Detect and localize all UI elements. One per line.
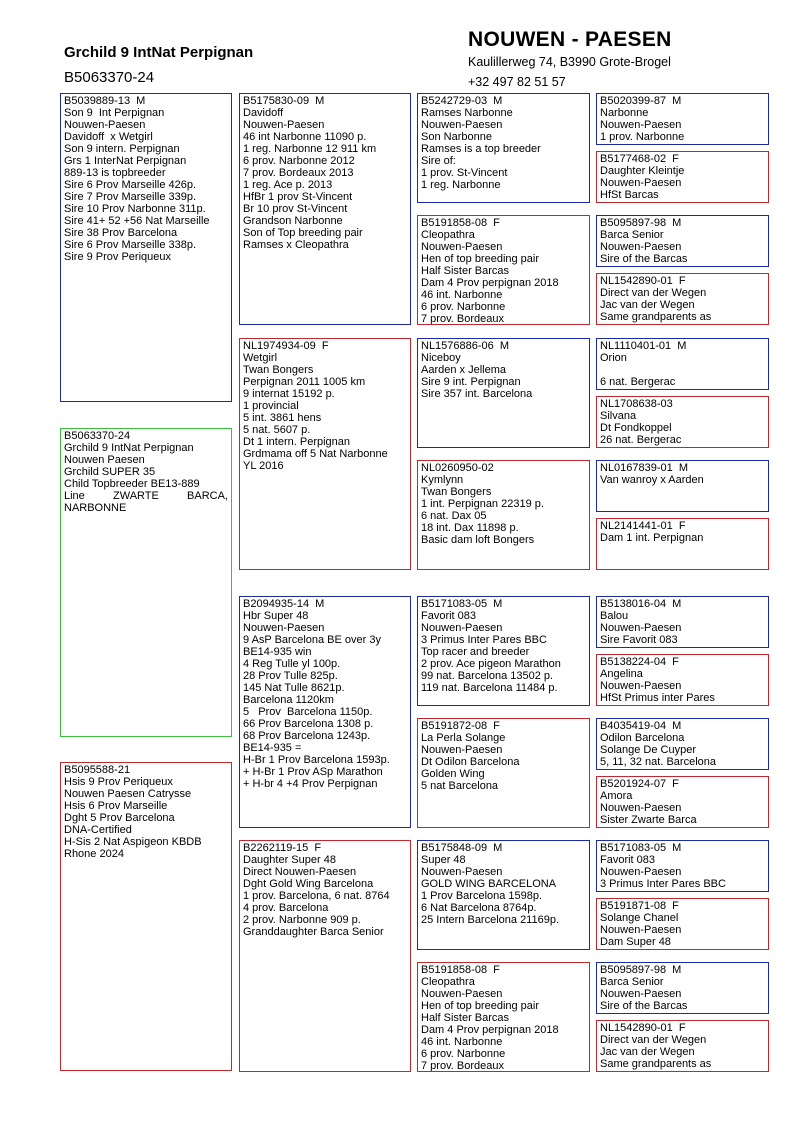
pedigree-line: 2 prov. Narbonne 909 p. (243, 914, 361, 926)
ggp-box-13 (596, 840, 769, 892)
pedigree-line: 119 nat. Barcelona 11484 p. (421, 682, 558, 694)
pedigree-line: 1 provincial (243, 400, 299, 412)
pedigree-line: 1 int. Perpignan 22319 p. (421, 498, 544, 510)
ring-number: B5095897-98 M (600, 217, 682, 229)
pedigree-line: Barca Senior (600, 976, 664, 988)
pedigree-line: Nouwen-Paesen (600, 177, 682, 189)
pedigree-line: DNA-Certified (64, 824, 132, 836)
pedigree-line: 25 Intern Barcelona 21169p. (421, 914, 560, 926)
sire-dam-box (239, 338, 411, 570)
ring-number: B5138224-04 F (600, 656, 679, 668)
pedigree-line: Favorit 083 (421, 610, 477, 622)
pedigree-line: Jac van der Wegen (600, 299, 695, 311)
pedigree-line: Sire 357 int. Barcelona (421, 388, 533, 400)
pedigree-line: 99 nat. Barcelona 13502 p. (421, 670, 554, 682)
pedigree-line: Nouwen-Paesen (600, 119, 682, 131)
pedigree-line: Super 48 (421, 854, 466, 866)
sire-dam-dam-box (417, 460, 590, 570)
ring-number: B4035419-04 M (600, 720, 682, 732)
ring-number: B5171083-05 M (421, 598, 503, 610)
pedigree-line: Davidoff (243, 107, 284, 119)
ring-number: B5191858-08 F (421, 964, 500, 976)
pedigree-line: Grandson Narbonne (243, 215, 343, 227)
pedigree-line: Solange De Cuyper (600, 744, 697, 756)
pedigree-line: HfBr 1 prov St-Vincent (243, 191, 353, 203)
pedigree-title: Grchild 9 IntNat Perpignan (64, 44, 254, 61)
dam-sire-sire-box (417, 596, 590, 706)
pedigree-line: Nouwen-Paesen (600, 802, 682, 814)
pedigree-line: Sire 10 Prov Narbonne 311p. (64, 203, 206, 215)
pedigree-line: Basic dam loft Bongers (421, 534, 535, 546)
pedigree-line: Hbr Super 48 (243, 610, 309, 622)
pedigree-line: Nouwen-Paesen (421, 866, 503, 878)
pedigree-line: Davidoff x Wetgirl (64, 131, 153, 143)
pedigree-line: 6 Nat Barcelona 8764p. (421, 902, 537, 914)
ring-number: B5242729-03 M (421, 95, 503, 107)
pedigree-line: Same grandparents as (600, 311, 712, 323)
pedigree-line: 6 nat. Dax 05 (421, 510, 487, 522)
pedigree-line: Direct van der Wegen (600, 287, 707, 299)
pedigree-line: Daughter Kleintje (600, 165, 685, 177)
pedigree-line: Hsis 9 Prov Periqueux (64, 776, 173, 788)
ring-number: NL1110401-01 M (600, 340, 687, 352)
ring-number: B5171083-05 M (600, 842, 682, 854)
pedigree-line: Grchild SUPER 35 (64, 466, 156, 478)
ring-number: NL0167839-01 M (600, 462, 689, 474)
pedigree-line: Dam 1 int. Perpignan (600, 532, 704, 544)
pedigree-line: H-Sis 2 Nat Aspigeon KBDB (64, 836, 202, 848)
ggp-box-8 (596, 518, 769, 570)
ring-number: B5201924-07 F (600, 778, 679, 790)
pedigree-line: 68 Prov Barcelona 1243p. (243, 730, 371, 742)
pedigree-line: Nouwen-Paesen (243, 119, 325, 131)
pedigree-line: NARBONNE (64, 502, 127, 514)
pedigree-line: Grs 1 InterNat Perpignan (64, 155, 187, 167)
pedigree-line: Daughter Super 48 (243, 854, 336, 866)
pedigree-line: Ramses is a top breeder (421, 143, 541, 155)
pedigree-line: Solange Chanel (600, 912, 679, 924)
pedigree-line: Son 9 Int Perpignan (64, 107, 165, 119)
pedigree-line: 5 nat. 5607 p. (243, 424, 311, 436)
pedigree-line: Dam 4 Prov perpignan 2018 (421, 277, 559, 289)
pedigree-line: BE14-935 win (243, 646, 312, 658)
pedigree-line: Narbonne (600, 107, 649, 119)
pedigree-line: Hen of top breeding pair (421, 253, 540, 265)
pedigree-line: HfSt Primus inter Pares (600, 692, 715, 704)
dam-dam-sire-box (417, 840, 590, 950)
pedigree-ring-number: B5063370-24 (64, 69, 155, 86)
pedigree-line: 4 prov. Barcelona (243, 902, 329, 914)
pedigree-line: 3 Primus Inter Pares BBC (600, 878, 726, 890)
ring-number: B5138016-04 M (600, 598, 682, 610)
pedigree-line: Br 10 prov St-Vincent (243, 203, 348, 215)
pedigree-line: Nouwen-Paesen (421, 622, 503, 634)
pedigree-line: Dght 5 Prov Barcelona (64, 812, 175, 824)
pedigree-line: + H-br 4 +4 Prov Perpignan (243, 778, 378, 790)
pedigree-line: Sire 9 int. Perpignan (421, 376, 521, 388)
pedigree-line: Nouwen-Paesen (64, 119, 146, 131)
ring-number: NL1974934-09 F (243, 340, 329, 352)
sire-sire-dam-box (417, 215, 590, 325)
pedigree-line: Niceboy (421, 352, 461, 364)
ring-number: B5175848-09 M (421, 842, 503, 854)
ring-number: B5191872-08 F (421, 720, 500, 732)
pedigree-line: 66 Prov Barcelona 1308 p. (243, 718, 374, 730)
pedigree-line: 18 int. Dax 11898 p. (421, 522, 519, 534)
pedigree-line: Hen of top breeding pair (421, 1000, 540, 1012)
sire-box (60, 93, 232, 402)
pedigree-line: YL 2016 (243, 460, 284, 472)
ring-number: NL2141441-01 F (600, 520, 686, 532)
pedigree-line: Line ZWARTE BARCA, (64, 490, 228, 502)
ggp-box-16 (596, 1020, 769, 1072)
pedigree-line: 1 prov. St-Vincent (421, 167, 508, 179)
pedigree-line: Ramses x Cleopathra (243, 239, 349, 251)
pedigree-line: Balou (600, 610, 629, 622)
dam-sire-box (239, 596, 411, 828)
pedigree-line: Nouwen-Paesen (421, 744, 503, 756)
pedigree-line: Direct Nouwen-Paesen (243, 866, 357, 878)
ggp-box-14 (596, 898, 769, 950)
ring-number: B2262119-15 F (243, 842, 322, 854)
pedigree-line: Nouwen-Paesen (600, 866, 682, 878)
pedigree-line: 1 reg. Narbonne 12 911 km (243, 143, 377, 155)
pedigree-line: Angelina (600, 668, 643, 680)
ggp-box-3 (596, 215, 769, 267)
pedigree-line: Barca Senior (600, 229, 664, 241)
pedigree-line: Kymlynn (421, 474, 464, 486)
dam-sire-dam-box (417, 718, 590, 828)
ggp-box-15 (596, 962, 769, 1014)
pedigree-line: Sire 6 Prov Marseille 338p. (64, 239, 197, 251)
ring-number: B5020399-87 M (600, 95, 682, 107)
pedigree-line: Nouwen Paesen Catrysse (64, 788, 192, 800)
subject-box (60, 428, 232, 737)
pedigree-line: 5 Prov Barcelona 1150p. (243, 706, 373, 718)
pedigree-line: Aarden x Jellema (421, 364, 506, 376)
pedigree-line: 6 prov. Narbonne 2012 (243, 155, 355, 167)
pedigree-line: Nouwen-Paesen (243, 622, 325, 634)
pedigree-line: Orion (600, 352, 627, 364)
pedigree-line: 6 nat. Bergerac (600, 376, 676, 388)
ggp-box-11 (596, 718, 769, 770)
pedigree-line: 1 Prov Barcelona 1598p. (421, 890, 543, 902)
pedigree-line: 3 Primus Inter Pares BBC (421, 634, 547, 646)
pedigree-line: Rhone 2024 (64, 848, 124, 860)
ring-number: B2094935-14 M (243, 598, 325, 610)
pedigree-line: 46 int. Narbonne (421, 1036, 503, 1048)
owner-name: NOUWEN - PAESEN (468, 28, 672, 51)
ggp-box-4 (596, 273, 769, 325)
pedigree-line: Grdmama off 5 Nat Narbonne (243, 448, 388, 460)
pedigree-line: Favorit 083 (600, 854, 656, 866)
ring-number: B5191871-08 F (600, 900, 679, 912)
ring-number: NL1576886-06 M (421, 340, 510, 352)
pedigree-line: Nouwen-Paesen (600, 622, 682, 634)
pedigree-line: Dt Odilon Barcelona (421, 756, 520, 768)
pedigree-line: Amora (600, 790, 633, 802)
pedigree-line: Cleopathra (421, 976, 475, 988)
ring-number: NL1542890-01 F (600, 275, 686, 287)
pedigree-line: 9 internat 15192 p. (243, 388, 335, 400)
ring-number: B5177468-02 F (600, 153, 679, 165)
owner-phone: +32 497 82 51 57 (468, 75, 566, 89)
pedigree-line: 145 Nat Tulle 8621p. (243, 682, 345, 694)
pedigree-line: Son of Top breeding pair (243, 227, 363, 239)
pedigree-line: H-Br 1 Prov Barcelona 1593p. (243, 754, 390, 766)
pedigree-line: Nouwen-Paesen (600, 988, 682, 1000)
pedigree-line: Sire 6 Prov Marseille 426p. (64, 179, 197, 191)
pedigree-line: La Perla Solange (421, 732, 506, 744)
pedigree-line: Dt 1 intern. Perpignan (243, 436, 351, 448)
pedigree-line: + H-Br 1 Prov ASp Marathon (243, 766, 383, 778)
pedigree-line: 46 int. Narbonne (421, 289, 503, 301)
sire-sire-box (239, 93, 411, 325)
pedigree-line: 5 int. 3861 hens (243, 412, 322, 424)
pedigree-line: Dght Gold Wing Barcelona (243, 878, 374, 890)
pedigree-line: Son 9 intern. Perpignan (64, 143, 180, 155)
owner-address: Kaulillerweg 74, B3990 Grote-Brogel (468, 55, 671, 69)
pedigree-line: Ramses Narbonne (421, 107, 513, 119)
pedigree-line: Sire of the Barcas (600, 1000, 688, 1012)
pedigree-line (600, 364, 765, 376)
pedigree-line: 28 Prov Tulle 825p. (243, 670, 338, 682)
pedigree-line: Hsis 6 Prov Marseille (64, 800, 168, 812)
ggp-box-5 (596, 338, 769, 390)
pedigree-line: Sire of: (421, 155, 456, 167)
pedigree-line: 6 prov. Narbonne (421, 1048, 506, 1060)
ring-number: B5175830-09 M (243, 95, 325, 107)
dam-dam-box (239, 840, 411, 1072)
ring-number: B5191858-08 F (421, 217, 500, 229)
pedigree-line: Grchild 9 IntNat Perpignan (64, 442, 194, 454)
sire-dam-sire-box (417, 338, 590, 448)
ring-number: B5095588-21 (64, 764, 131, 776)
pedigree-line: 6 prov. Narbonne (421, 301, 506, 313)
pedigree-line: Direct van der Wegen (600, 1034, 707, 1046)
pedigree-line: Son Narbonne (421, 131, 492, 143)
pedigree-line: Nouwen-Paesen (600, 924, 682, 936)
ggp-box-7 (596, 460, 769, 512)
pedigree-line: Sire 9 Prov Periqueux (64, 251, 171, 263)
pedigree-line: Nouwen-Paesen (421, 119, 503, 131)
pedigree-line: 1 prov. Narbonne (600, 131, 685, 143)
sire-sire-sire-box (417, 93, 590, 203)
ggp-box-9 (596, 596, 769, 648)
pedigree-line: 5 nat Barcelona (421, 780, 499, 792)
pedigree-line: Nouwen-Paesen (421, 241, 503, 253)
ggp-box-1 (596, 93, 769, 145)
pedigree-line: Cleopathra (421, 229, 475, 241)
pedigree-line: 1 prov. Barcelona, 6 nat. 8764 (243, 890, 390, 902)
pedigree-line: Sister Zwarte Barca (600, 814, 697, 826)
pedigree-line: GOLD WING BARCELONA (421, 878, 557, 890)
ggp-box-6 (596, 396, 769, 448)
pedigree-line: 2 prov. Ace pigeon Marathon (421, 658, 561, 670)
pedigree-line: Nouwen-Paesen (600, 241, 682, 253)
pedigree-line: Odilon Barcelona (600, 732, 685, 744)
pedigree-line: 889-13 is topbreeder (64, 167, 166, 179)
ring-number: NL1708638-03 (600, 398, 673, 410)
pedigree-line: 7 prov. Bordeaux (421, 1060, 504, 1072)
dam-dam-dam-box (417, 962, 590, 1072)
pedigree-line: 5, 11, 32 nat. Barcelona (600, 756, 716, 768)
pedigree-line: Barcelona 1120km (243, 694, 334, 706)
ring-number: B5063370-24 (64, 430, 131, 442)
pedigree-line: Half Sister Barcas (421, 1012, 510, 1024)
ring-number: B5039889-13 M (64, 95, 146, 107)
pedigree-line: Sire 7 Prov Marseille 339p. (64, 191, 197, 203)
pedigree-line: Silvana (600, 410, 637, 422)
ggp-box-10 (596, 654, 769, 706)
pedigree-line: Same grandparents as (600, 1058, 712, 1070)
pedigree-line: 7 prov. Bordeaux 2013 (243, 167, 354, 179)
pedigree-line: Nouwen-Paesen (421, 988, 503, 1000)
pedigree-line: Van wanroy x Aarden (600, 474, 704, 486)
pedigree-line: Top racer and breeder (421, 646, 530, 658)
pedigree-line: 1 reg. Ace p. 2013 (243, 179, 333, 191)
pedigree-line: Golden Wing (421, 768, 485, 780)
pedigree-line: Nouwen Paesen (64, 454, 145, 466)
pedigree-line: Twan Bongers (243, 364, 314, 376)
pedigree-line: Child Topbreeder BE13-889 (64, 478, 200, 490)
ggp-box-12 (596, 776, 769, 828)
pedigree-line: Nouwen-Paesen (600, 680, 682, 692)
pedigree-line: Sire of the Barcas (600, 253, 688, 265)
pedigree-line: HfSt Barcas (600, 189, 659, 201)
pedigree-line: Dt Fondkoppel (600, 422, 672, 434)
ggp-box-2 (596, 151, 769, 203)
ring-number: NL1542890-01 F (600, 1022, 686, 1034)
pedigree-line: Half Sister Barcas (421, 265, 510, 277)
pedigree-line: 46 int Narbonne 11090 p. (243, 131, 367, 143)
pedigree-line: Jac van der Wegen (600, 1046, 695, 1058)
pedigree-line: Perpignan 2011 1005 km (243, 376, 366, 388)
dam-box (60, 762, 232, 1071)
pedigree-line: 26 nat. Bergerac (600, 434, 682, 446)
ring-number: NL0260950-02 (421, 462, 494, 474)
pedigree-line: 9 AsP Barcelona BE over 3y (243, 634, 381, 646)
pedigree-line: 4 Reg Tulle yl 100p. (243, 658, 341, 670)
pedigree-line: Dam 4 Prov perpignan 2018 (421, 1024, 559, 1036)
pedigree-line: Sire 38 Prov Barcelona (64, 227, 178, 239)
pedigree-line: BE14-935 = (243, 742, 302, 754)
pedigree-line: Sire Favorit 083 (600, 634, 678, 646)
pedigree-line: Twan Bongers (421, 486, 492, 498)
pedigree-line: Wetgirl (243, 352, 278, 364)
pedigree-line: Sire 41+ 52 +56 Nat Marseille (64, 215, 210, 227)
pedigree-line: Granddaughter Barca Senior (243, 926, 384, 938)
ring-number: B5095897-98 M (600, 964, 682, 976)
pedigree-line: 7 prov. Bordeaux (421, 313, 504, 325)
pedigree-line: 1 reg. Narbonne (421, 179, 501, 191)
pedigree-line: Dam Super 48 (600, 936, 671, 948)
